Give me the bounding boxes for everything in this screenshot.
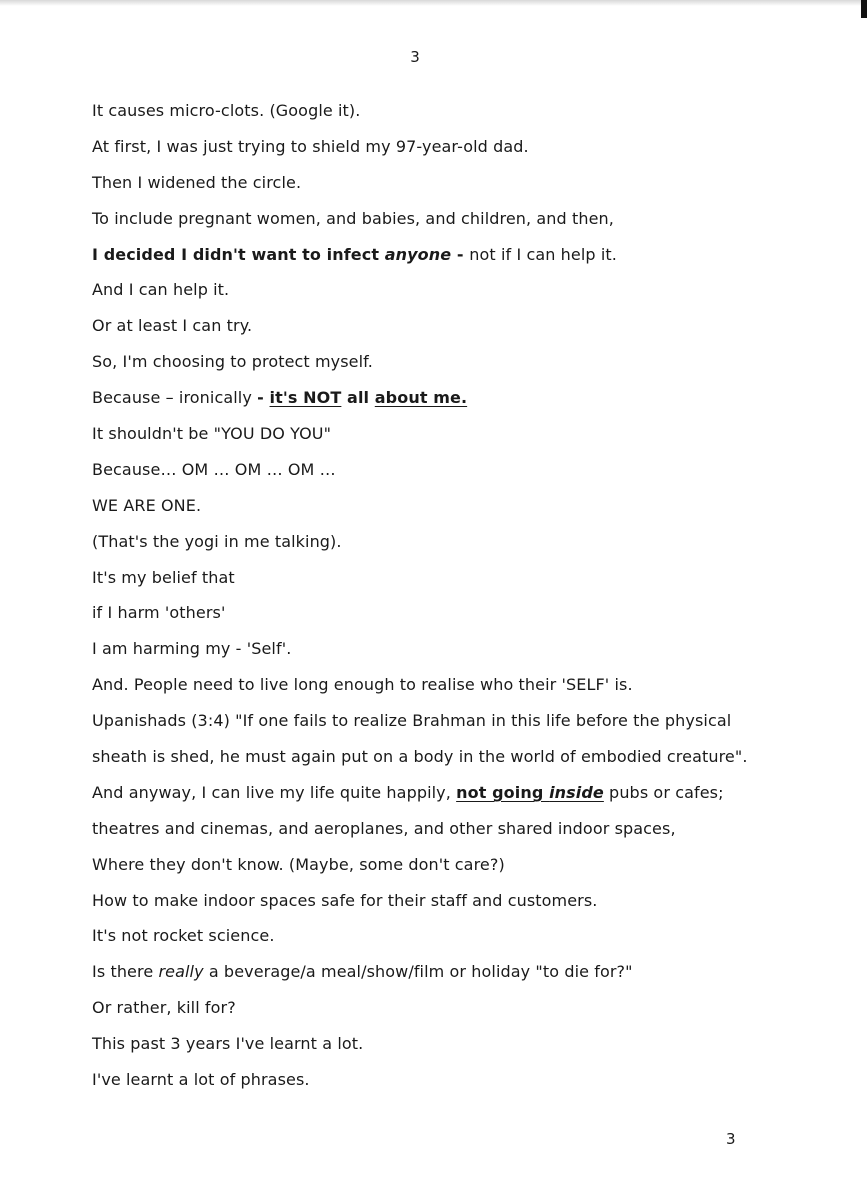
document-body: [92, 98, 832, 1103]
bold-text: I decided I didn't want to infect: [92, 244, 385, 264]
line-text: Because… OM … OM … OM …: [92, 459, 336, 479]
line-text: sheath is shed, he must again put on a body in the world of embodied creature".: [92, 747, 748, 767]
text-line: [92, 636, 832, 672]
bold-underlined-text: it's NOT: [269, 388, 342, 408]
bold-text: all: [341, 388, 375, 408]
line-text: How to make indoor spaces safe for their staff and customers.: [92, 890, 598, 910]
line-text: Where they don't know. (Maybe, some don't care?): [92, 854, 505, 874]
text-line: [92, 816, 832, 852]
text-line: [92, 565, 832, 601]
line-text: Upanishads (3:4) "If one fails to realize Brahman in this life before the physical: [92, 711, 732, 731]
line-text: It's not rocket science.: [92, 926, 275, 946]
line-text: It causes micro-clots. (Google it).: [92, 101, 361, 120]
text-line: [92, 98, 832, 134]
line-text: pubs or cafes;: [603, 782, 724, 802]
line-text: And anyway, I can live my life quite happily,: [92, 782, 457, 802]
text-line: [92, 206, 832, 242]
line-text: not if I can help it.: [469, 244, 617, 264]
bold-underlined-text: about me.: [374, 388, 468, 408]
text-line: [92, 923, 832, 959]
text-line: [92, 852, 832, 888]
bold-text: -: [257, 388, 270, 408]
text-line: [92, 995, 832, 1031]
text-line: [92, 277, 832, 313]
bold-italic-underlined-text: inside: [549, 782, 604, 802]
text-line: [92, 780, 832, 816]
scan-corner-mark: [861, 0, 867, 18]
line-text: theatres and cinemas, and aeroplanes, and other shared indoor spaces,: [92, 818, 676, 838]
page-number-top: 3: [410, 48, 420, 66]
text-line: [92, 493, 832, 529]
line-text: This past 3 years I've learnt a lot.: [92, 1034, 364, 1054]
text-line: [92, 242, 832, 278]
line-text: To include pregnant women, and babies, and children, and then,: [92, 208, 614, 228]
text-line: [92, 672, 832, 708]
line-text: Then I widened the circle.: [92, 172, 302, 192]
text-line: [92, 744, 832, 780]
text-line: [92, 708, 832, 744]
text-line: [92, 959, 832, 995]
line-text: a beverage/a meal/show/film or holiday "to die for?": [203, 962, 633, 982]
text-line: [92, 385, 832, 421]
line-text: Because – ironically: [92, 388, 258, 408]
text-line: [92, 421, 832, 457]
line-text: And. People need to live long enough to realise who their 'SELF' is.: [92, 675, 633, 695]
text-line: [92, 529, 832, 565]
line-text: So, I'm choosing to protect myself.: [92, 352, 373, 372]
line-text: I've learnt a lot of phrases.: [92, 1070, 310, 1090]
text-line: [92, 134, 832, 170]
line-text: Is there: [92, 962, 159, 982]
bold-text: -: [451, 244, 470, 264]
text-line: [92, 349, 832, 385]
text-line: [92, 1067, 832, 1103]
line-text: (That's the yogi in me talking).: [92, 531, 342, 551]
line-text: And I can help it.: [92, 280, 230, 300]
line-text: At first, I was just trying to shield my 97-year-old dad.: [92, 136, 529, 156]
italic-text: really: [158, 962, 204, 982]
line-text: Or rather, kill for?: [92, 998, 236, 1018]
text-line: [92, 1031, 832, 1067]
bold-underlined-text: not going: [456, 782, 550, 802]
text-line: [92, 600, 832, 636]
line-text: It's my belief that: [92, 567, 235, 587]
scan-top-edge: [0, 0, 867, 6]
text-line: [92, 888, 832, 924]
line-text: I am harming my - 'Self'.: [92, 639, 292, 659]
text-line: [92, 313, 832, 349]
line-text: It shouldn't be "YOU DO YOU": [92, 424, 332, 444]
text-line: [92, 457, 832, 493]
line-text: if I harm 'others': [92, 603, 226, 623]
line-text: WE ARE ONE.: [92, 495, 202, 515]
line-text: Or at least I can try.: [92, 316, 253, 336]
bold-italic-text: anyone: [384, 244, 452, 264]
text-line: [92, 170, 832, 206]
page-number-bottom: 3: [726, 1130, 736, 1148]
